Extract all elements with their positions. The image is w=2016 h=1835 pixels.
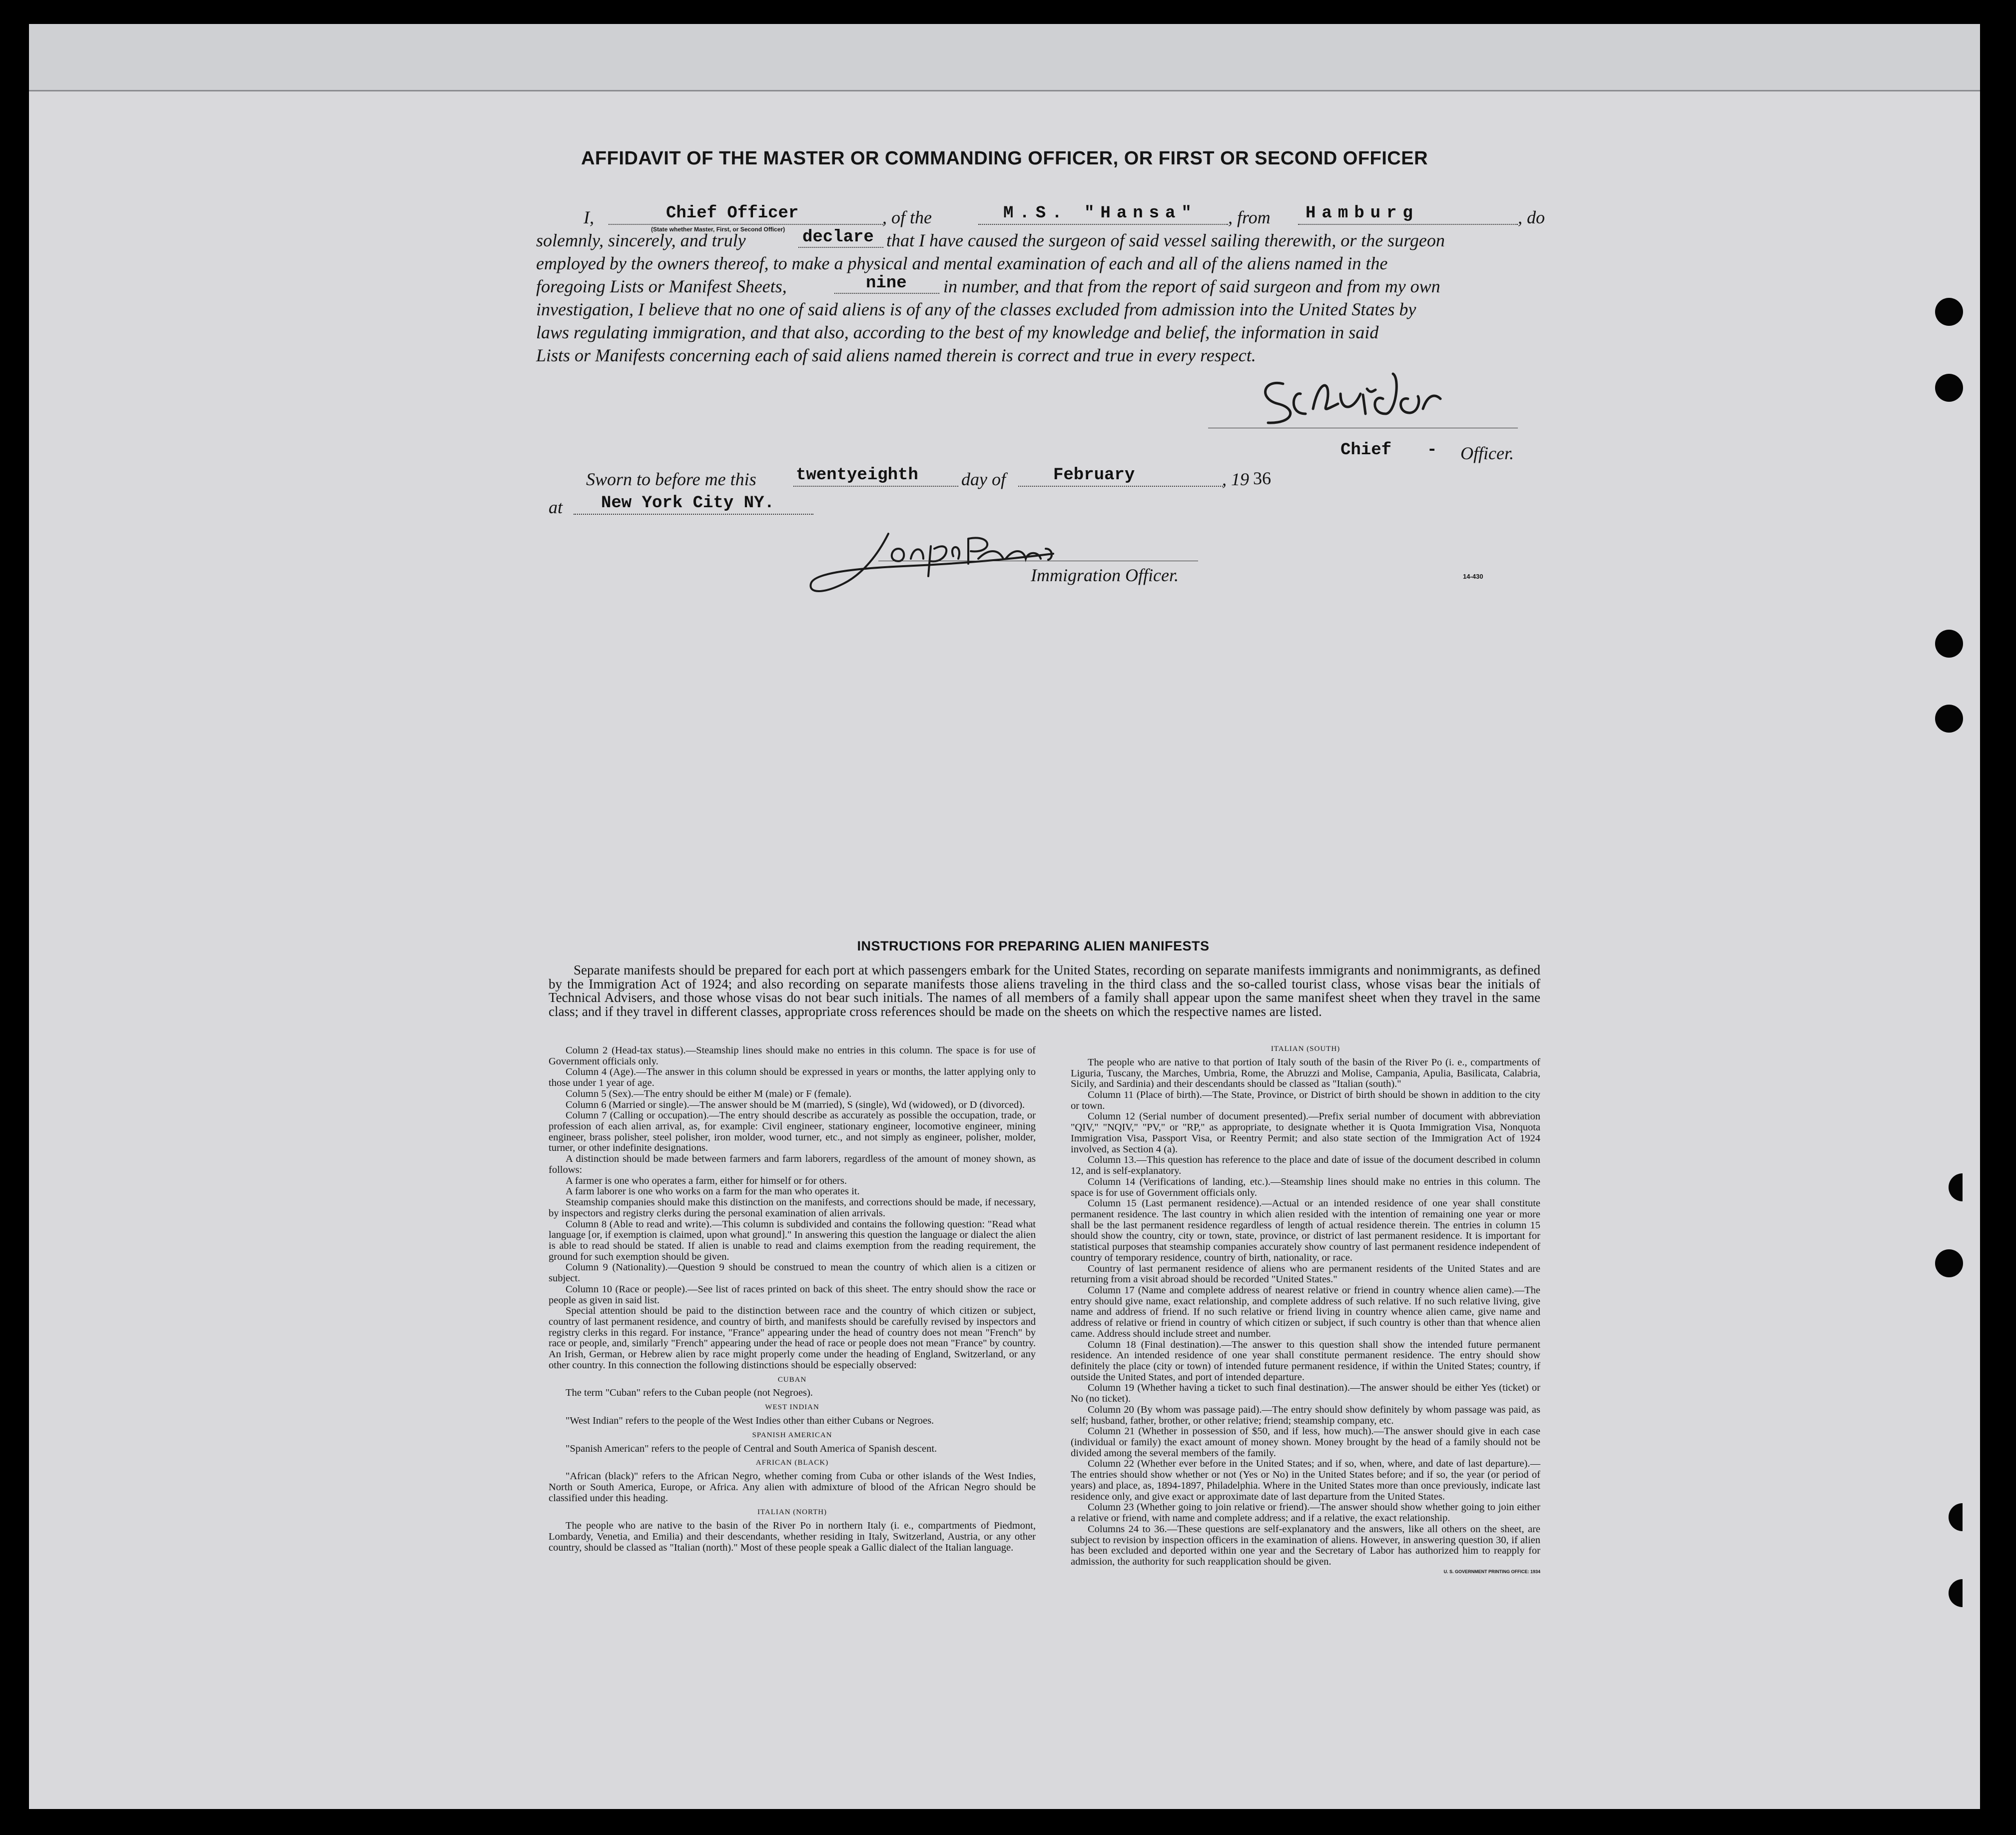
instruction-paragraph: Column 15 (Last permanent residence).—Actual or an intended residence of one year shall constitute permanent residence. The last country in which alien resided with the intention of remaining one year or more shall be the last permanent residence regardless of length of actual residence therein. The entries in column 15 should show the country, city or town, state, province, or district of last permanent residence. It is important for statistical purposes that steamship companies accurately show country of last permanent residence independent of country of temporary residence, country of birth, nationality, or race. — [1071, 1198, 1540, 1263]
section-heading-italian-south: ITALIAN (SOUTH) — [1271, 1045, 1341, 1053]
instructions-title: INSTRUCTIONS FOR PREPARING ALIEN MANIFESTS — [857, 938, 1210, 953]
binder-hole — [1949, 1579, 1963, 1607]
instruction-paragraph: Column 10 (Race or people).—See list of races printed on back of this sheet. The entry should show the race or people as given in said list. — [549, 1283, 1036, 1306]
sworn-text-a: Sworn to before me this — [586, 469, 756, 489]
sheets-value: nine — [866, 274, 907, 293]
instruction-paragraph: Country of last permanent residence of aliens who are permanent residents of the United States and are returning from a visit abroad should be recorded "United States." — [1071, 1263, 1540, 1285]
affidavit-line4a: foregoing Lists or Manifest Sheets, — [536, 276, 787, 296]
affidavit-line5: investigation, I believe that no one of said aliens is of any of the classes excluded from admission into the United States by — [536, 299, 1416, 319]
declare-line — [798, 247, 883, 248]
instruction-paragraph: Column 19 (Whether having a ticket to such final destination).—The answer should be either Yes (ticket) or No (no ticket). — [1071, 1382, 1540, 1405]
instruction-paragraph: A distinction should be made between farmers and farm laborers, regardless of the amount of money shown, as follows: — [549, 1153, 1036, 1175]
instructions-intro: Separate manifests should be prepared for each port at which passengers embark for the United States, recording on separate manifests immigrants and nonimmigrants, as defined by the Immigration Act of 1924; and also recording on separate manifests those aliens traveling in the third class and the so-called tourist class, whose visas bear the initials of Technical Advisers, and those whose visas do not bear such initials. The names of all members of a family shall appear upon the same manifest sheet when they travel in the same class; and if they travel in different classes, appropriate cross references should be made on the sheets on which the respective names are listed. — [549, 962, 1540, 1019]
instruction-paragraph: Column 5 (Sex).—The entry should be either M (male) or F (female). — [566, 1088, 852, 1099]
instruction-paragraph: "African (black)" refers to the African Negro, whether coming from Cuba or other islands of the West Indies, North or South America, Europe, or Africa. Any alien with admixture of blood of the African Negro should be classified under this heading. — [549, 1471, 1036, 1504]
instruction-paragraph: Column 14 (Verifications of landing, etc.).—Steamship lines should make no entries in this column. The space is for use of Government officials only. — [1071, 1176, 1540, 1198]
section-heading-italian-north: ITALIAN (NORTH) — [757, 1508, 827, 1517]
sworn-at: at — [549, 497, 563, 517]
affidavit-of-the: , of the — [882, 207, 932, 227]
form-number: 14-430 — [1463, 573, 1483, 580]
printer-imprint: U. S. GOVERNMENT PRINTING OFFICE: 1934 — [1443, 1569, 1540, 1574]
instruction-paragraph: "West Indian" refers to the people of the West Indies other than either Cubans or Negroes. — [566, 1415, 934, 1427]
binder-hole — [1949, 1173, 1963, 1201]
affidavit-line3: employed by the owners thereof, to make a physical and mental examination of each and all of the aliens named in the — [536, 253, 1388, 273]
instruction-paragraph: Column 23 (Whether going to join relative or friend).—The answer should show whether going to join either a relative or friend, with name and complete address; and if a relative, the exact relationship. — [1071, 1502, 1540, 1524]
instruction-paragraph: Column 17 (Name and complete address of nearest relative or friend in country whence alien came).—The entry should give name, exact relationship, and complete address of such relative. If no such relative living, give name and address of friend. If no such relative or friend living in country whence alien came, give name and address of relative or friend in country of which citizen or subject, if such country is other than that whence alien came. Address should include street and number. — [1071, 1284, 1540, 1339]
instruction-paragraph: Column 18 (Final destination).—The answer to this question shall show the intended future permanent residence. An intended residence of one year shall constitute permanent residence. The entry should show definitely the place (city or town) of intended future permanent residence, if within the United States; country, if outside the United States, and port of intended departure. — [1071, 1339, 1540, 1383]
instruction-paragraph: Special attention should be paid to the distinction between race and the country of which citizen or subject, country of last permanent residence, and country of birth, and manifests should be carefully revised by inspectors and registry clerks in this regard. For instance, "France" appearing under the head of country does not mean "French" by race or people, and, similarly "French" appearing under the head of race or people does not mean "France" by country. An Irish, German, or Hebrew alien by race might properly come under the heading of England, Switzerland, or any other country. In this connection the following distinctions should be especially observed: — [549, 1305, 1036, 1371]
officer-value: Chief Officer — [666, 204, 799, 223]
affidavit-line7: Lists or Manifests concerning each of said aliens named therein is correct and true in every respect. — [536, 345, 1256, 365]
instruction-paragraph: Column 13.—This question has reference to the place and date of issue of the document described in column 12, and is self-explanatory. — [1071, 1154, 1540, 1177]
affidavit-title: AFFIDAVIT OF THE MASTER OR COMMANDING OFFICER, OR FIRST OR SECOND OFFICER — [581, 148, 1428, 169]
instruction-paragraph: Column 12 (Serial number of document presented).—Prefix serial number of document with abbreviation "QIV," "NQIV," "PV," or "RP," as appropriate, to designate whether it is Quota Immigration Visa, Nonquota Immigration Visa, Passport Visa, or Reentry Permit; and also state section of the Immigration Act of 1924 involved, as Section 4 (a). — [1071, 1111, 1540, 1155]
sworn-day: twentyeighth — [796, 466, 918, 485]
affidavit-i: I, — [584, 207, 594, 227]
sheet-top-band — [29, 24, 1980, 91]
instruction-paragraph: Column 22 (Whether ever before in the United States; and if so, when, where, and date of last departure).—The entries should show whether or not (Yes or No) in the United States before; and if so, the year (or period of years) and place, as, 1894-1897, Philadelphia. Where in the United States more than once previously, indicate last residence only, and give exact or approximate date of last departure from the United States. — [1071, 1458, 1540, 1502]
instruction-paragraph: A farm laborer is one who works on a farm for the man who operates it. — [566, 1186, 860, 1197]
vessel-line — [978, 224, 1228, 225]
instruction-paragraph: Column 9 (Nationality).—Question 9 should be construed to mean the country of which alien is a citizen or subject. — [549, 1262, 1036, 1284]
instruction-paragraph: Column 2 (Head-tax status).—Steamship lines should make no entries in this column. The space is for use of Government officials only. — [549, 1045, 1036, 1067]
sworn-month-line — [1018, 486, 1223, 487]
section-heading-cuban: CUBAN — [777, 1375, 807, 1384]
affidavit-from: , from — [1228, 207, 1271, 227]
instruction-paragraph: "Spanish American" refers to the people of Central and South America of Spanish descent. — [566, 1443, 937, 1454]
instruction-paragraph: Columns 24 to 36.—These questions are self-explanatory and the answers, like all others on the sheet, are subject to revision by inspection officers in the examination of aliens. However, in answering question 30, if alien has been excluded and deported within one year and the Secretary of Labor has authorized him to reapply for admission, the authority for such reapplication should be given. — [1071, 1523, 1540, 1567]
signer-dash: - — [1427, 441, 1437, 460]
immigration-officer-label: Immigration Officer. — [1031, 565, 1179, 585]
officer-word: Officer. — [1460, 443, 1514, 463]
instruction-paragraph: Column 11 (Place of birth).—The State, Province, or District of birth should be shown in addition to the city or town. — [1071, 1089, 1540, 1111]
vessel-value: M.S. "Hansa" — [1003, 204, 1198, 223]
instructions-right-column — [1071, 1045, 1540, 1574]
affidavit-line2b: that I have caused the surgeon of said vessel sailing therewith, or the surgeon — [886, 230, 1445, 250]
instruction-paragraph: The people who are native to the basin of the River Po in northern Italy (i. e., compartments of Piedmont, Lombardy, Venetia, and Emilia) and their descendants, whether residing in Italy, Switzerland, Austria, or any other country, should be classed as "Italian (north)." Most of these people speak a Gallic dialect of the Italian language. — [549, 1520, 1036, 1553]
affidavit-line4b: in number, and that from the report of said surgeon and from my own — [943, 276, 1440, 296]
master-signature — [1253, 364, 1503, 434]
manifest-sheet — [29, 24, 1980, 1809]
binder-hole — [1935, 374, 1963, 402]
instruction-paragraph: Column 7 (Calling or occupation).—The entry should describe as accurately as possible the occupation, trade, or profession of each alien arrival, as, for example: Civil engineer, stationary engineer, locomotive engineer, mining engineer, brass polisher, steel polisher, iron molder, wood turner, etc., and not simply as engineer, polisher, molder, turner, or other indefinite designations. — [549, 1110, 1036, 1154]
binder-hole — [1935, 1249, 1963, 1277]
instruction-paragraph: Column 21 (Whether in possession of $50, and if less, how much).—The answer should give in each case (individual or family) the exact amount of money shown. Money brought by the head of a family should not be divided among the several members of the family. — [1071, 1426, 1540, 1459]
place-line — [574, 514, 813, 515]
affidavit-do: , do — [1518, 207, 1545, 227]
section-heading-african: AFRICAN (BLACK) — [755, 1459, 829, 1467]
officer-line — [609, 224, 883, 225]
instruction-paragraph: Column 4 (Age).—The answer in this column should be expressed in years or months, the latter applying only to those under 1 year of age. — [549, 1066, 1036, 1089]
affidavit-line6: laws regulating immigration, and that also, according to the best of my knowledge and belief, the information in said — [536, 322, 1379, 342]
binder-hole — [1935, 298, 1963, 326]
instruction-paragraph: The people who are native to that portion of Italy south of the basin of the River Po (i. e., compartments of Liguria, Tuscany, the Marches, Umbria, Rome, the Abruzzi and Molise, Campania, Apulia, Basilicata, Calabria, Sicily, and Sardinia) and their descendants should be classed as "Italian (south)." — [1071, 1056, 1540, 1090]
instruction-paragraph: The term "Cuban" refers to the Cuban people (not Negroes). — [566, 1387, 813, 1399]
sworn-text-b: day of — [961, 469, 1006, 489]
port-line — [1298, 224, 1518, 225]
affidavit-line2a: solemnly, sincerely, and truly — [536, 230, 746, 250]
instruction-paragraph: Column 8 (Able to read and write).—This column is subdivided and contains the following question: "Read what language [or, if exemption is claimed, upon what ground]." In answering this question the language or dialect the alien is able to read should be stated. If alien is unable to read and claims exemption from the reading requirement, the ground for such exemption should be given. — [549, 1218, 1036, 1262]
instructions-left-column — [549, 1045, 1036, 1553]
sworn-text-c: , 19 — [1222, 469, 1249, 489]
sworn-day-line — [793, 486, 958, 487]
port-value: Hamburg — [1306, 204, 1419, 223]
sworn-year: 36 — [1253, 468, 1271, 488]
section-heading-spanish-american: SPANISH AMERICAN — [752, 1431, 832, 1439]
sheets-line — [834, 293, 939, 294]
signer-title: Chief — [1341, 441, 1392, 460]
declare-value: declare — [802, 228, 874, 247]
sworn-month: February — [1053, 466, 1135, 485]
binder-hole — [1935, 705, 1963, 733]
section-heading-west-indian: WEST INDIAN — [765, 1403, 819, 1412]
officer-note: (State whether Master, First, or Second Officer) — [651, 226, 785, 233]
binder-hole — [1935, 630, 1963, 658]
instruction-paragraph: Steamship companies should make this distinction on the manifests, and corrections should be made, if necessary, by inspectors and registry clerks during the personal examination of alien arrivals. — [549, 1197, 1036, 1219]
instruction-paragraph: A farmer is one who operates a farm, either for himself or for others. — [566, 1175, 847, 1186]
place-value: New York City NY. — [601, 494, 774, 513]
instruction-paragraph: Column 20 (By whom was passage paid).—The entry should show definitely by whom passage was paid, as self; husband, father, brother, or other relative; friend; steamship company, etc. — [1071, 1404, 1540, 1426]
instruction-paragraph: Column 6 (Married or single).—The answer should be M (married), S (single), Wd (widowed), or D (divorced). — [566, 1099, 1025, 1110]
binder-hole — [1949, 1503, 1963, 1531]
